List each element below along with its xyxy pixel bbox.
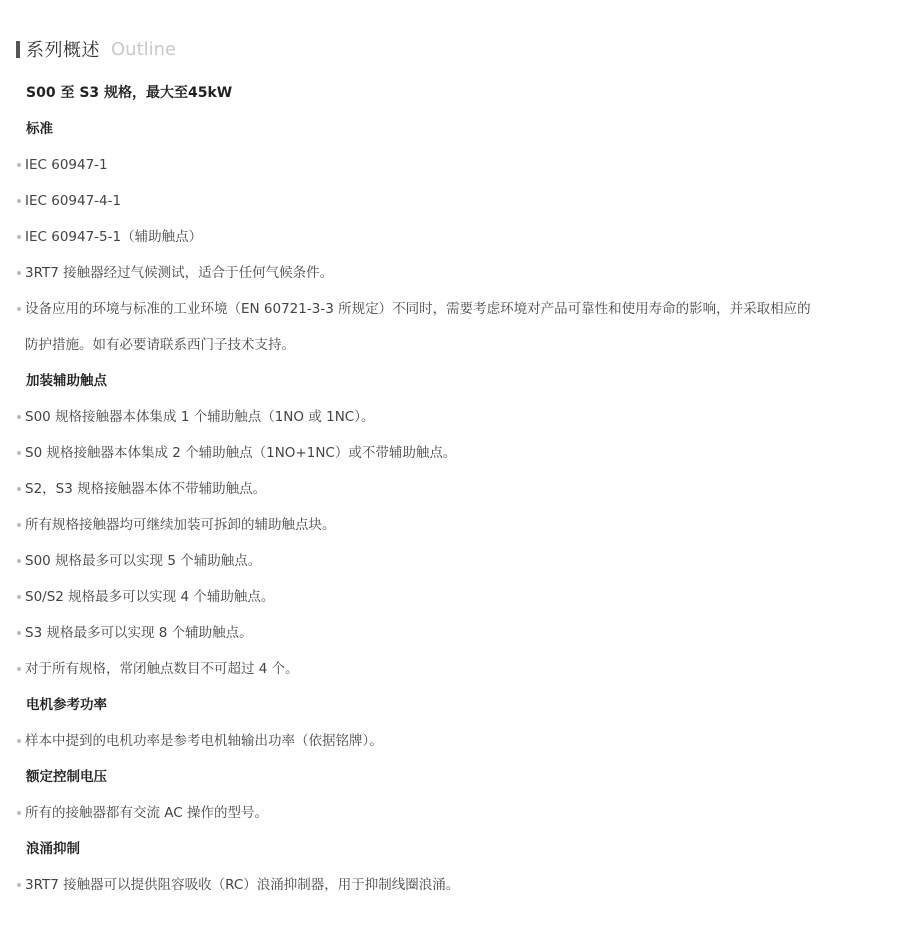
row-text: S0 规格接触器本体集成 2 个辅助触点（1NO+1NC）或不带辅助触点。 bbox=[25, 445, 457, 461]
row-text: 加装辅助触点 bbox=[26, 373, 107, 389]
list-item bbox=[0, 795, 900, 831]
list-item bbox=[0, 507, 900, 543]
row-text: S00 至 S3 规格，最大至45kW bbox=[26, 85, 233, 101]
row-text: 样本中提到的电机功率是参考电机轴输出功率（依据铭牌）。 bbox=[25, 733, 383, 749]
list-item bbox=[0, 435, 900, 471]
row-text: S3 规格最多可以实现 8 个辅助触点。 bbox=[25, 625, 253, 641]
bullet-dot-icon bbox=[17, 199, 21, 203]
content-list bbox=[0, 75, 900, 903]
subsection-heading bbox=[0, 111, 900, 147]
section-header bbox=[16, 36, 176, 62]
subsection-heading bbox=[0, 363, 900, 399]
bullet-dot-icon bbox=[17, 883, 21, 887]
row-text: 对于所有规格，常闭触点数目不可超过 4 个。 bbox=[25, 661, 299, 677]
list-item bbox=[0, 471, 900, 507]
list-item bbox=[0, 543, 900, 579]
row-text: 3RT7 接触器可以提供阻容吸收（RC）浪涌抑制器，用于抑制线圈浪涌。 bbox=[25, 877, 460, 893]
row-text: 标准 bbox=[26, 121, 53, 137]
subsection-heading bbox=[0, 831, 900, 867]
subsection-heading bbox=[0, 687, 900, 723]
bullet-dot-icon bbox=[17, 559, 21, 563]
row-text: 设备应用的环境与标准的工业环境（EN 60721-3-3 所规定）不同时，需要考虑环境对产品可靠性和使用寿命的影响，并采取相应的 bbox=[25, 301, 811, 317]
bullet-dot-icon bbox=[17, 487, 21, 491]
list-item bbox=[0, 291, 900, 327]
subsection-heading bbox=[0, 759, 900, 795]
bullet-dot-icon bbox=[17, 235, 21, 239]
bullet-dot-icon bbox=[17, 631, 21, 635]
row-text: 3RT7 接触器经过气候测试，适合于任何气候条件。 bbox=[25, 265, 334, 281]
row-text: 浪涌抑制 bbox=[26, 841, 80, 857]
row-text: IEC 60947-4-1 bbox=[25, 193, 122, 209]
bullet-dot-icon bbox=[17, 811, 21, 815]
row-text: 所有规格接触器均可继续加装可拆卸的辅助触点块。 bbox=[25, 517, 336, 533]
list-item bbox=[0, 651, 900, 687]
row-text: IEC 60947-1 bbox=[25, 157, 108, 173]
row-text: 防护措施。如有必要请联系西门子技术支持。 bbox=[25, 337, 295, 353]
section-subtitle: Outline bbox=[111, 38, 177, 60]
list-item bbox=[0, 615, 900, 651]
list-item bbox=[0, 579, 900, 615]
bullet-dot-icon bbox=[17, 415, 21, 419]
row-text: S2，S3 规格接触器本体不带辅助触点。 bbox=[25, 481, 267, 497]
row-text: S0/S2 规格最多可以实现 4 个辅助触点。 bbox=[25, 589, 275, 605]
list-item-continuation bbox=[0, 327, 900, 363]
list-item bbox=[0, 255, 900, 291]
bullet-dot-icon bbox=[17, 667, 21, 671]
bullet-dot-icon bbox=[17, 739, 21, 743]
bullet-dot-icon bbox=[17, 523, 21, 527]
bullet-dot-icon bbox=[17, 163, 21, 167]
list-item bbox=[0, 183, 900, 219]
row-text: IEC 60947-5-1（辅助触点） bbox=[25, 229, 203, 245]
row-text: 电机参考功率 bbox=[26, 697, 107, 713]
section-title: 系列概述 bbox=[26, 40, 100, 61]
bullet-dot-icon bbox=[17, 271, 21, 275]
row-text: 额定控制电压 bbox=[26, 769, 107, 785]
header-accent-bar bbox=[16, 41, 20, 58]
subsection-heading bbox=[0, 75, 900, 111]
list-item bbox=[0, 147, 900, 183]
row-text: 所有的接触器都有交流 AC 操作的型号。 bbox=[25, 805, 269, 821]
row-text: S00 规格接触器本体集成 1 个辅助触点（1NO 或 1NC）。 bbox=[25, 409, 375, 425]
list-item bbox=[0, 723, 900, 759]
bullet-dot-icon bbox=[17, 307, 21, 311]
list-item bbox=[0, 867, 900, 903]
list-item bbox=[0, 219, 900, 255]
bullet-dot-icon bbox=[17, 595, 21, 599]
list-item bbox=[0, 399, 900, 435]
row-text: S00 规格最多可以实现 5 个辅助触点。 bbox=[25, 553, 262, 569]
bullet-dot-icon bbox=[17, 451, 21, 455]
